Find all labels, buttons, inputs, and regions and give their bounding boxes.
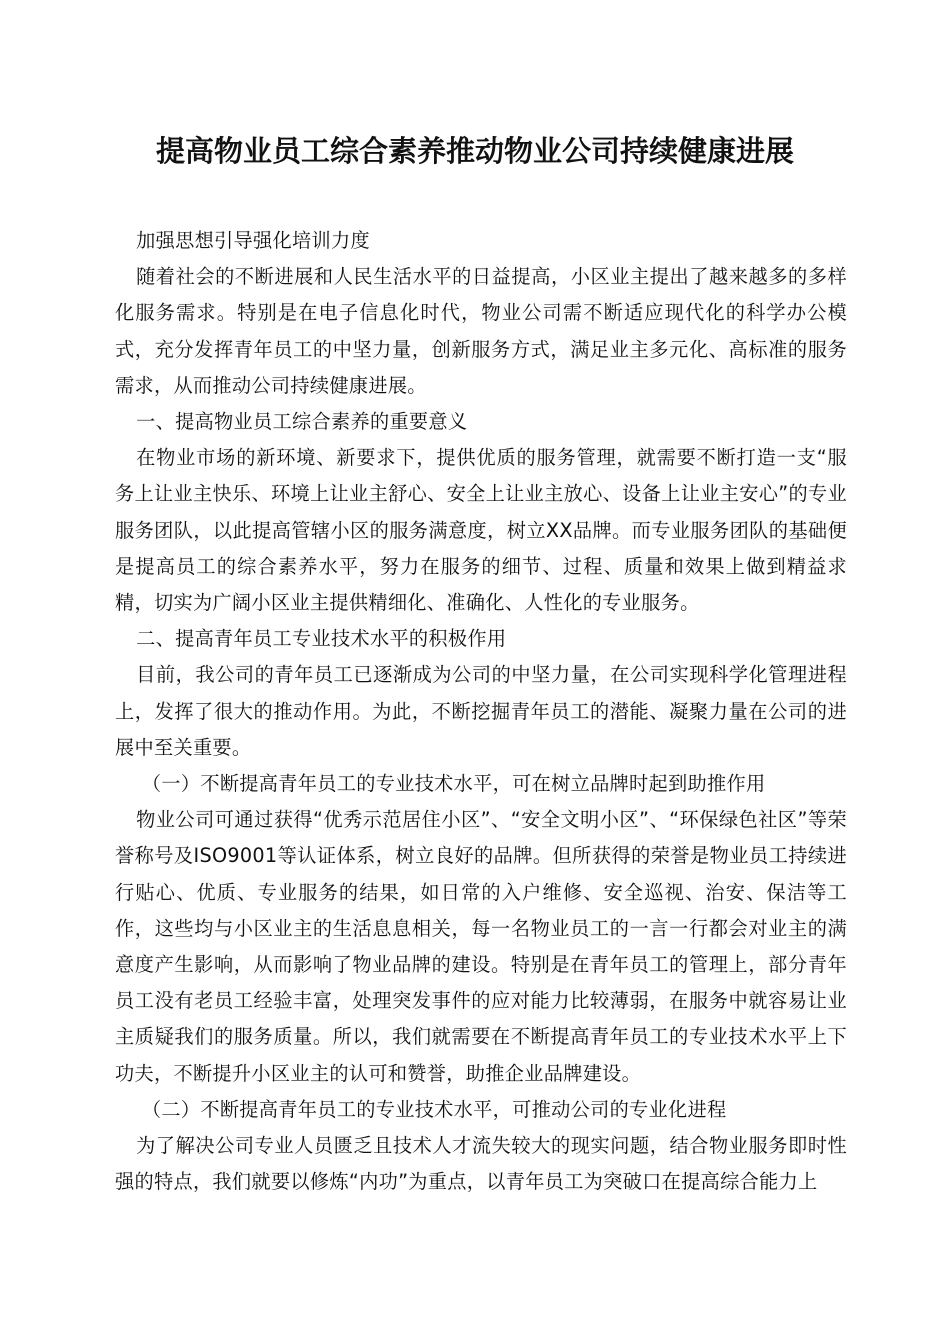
body-paragraph: 物业公司可通过获得“优秀示范居住小区”、“安全文明小区”、“环保绿色社区”等荣誉称号及ISO9001等认证体系，树立良好的品牌。但所获得的荣誉是物业员工持续进行贴心、优质、专业服务的结果，如日常的入户维修、安全巡视、治安、保洁等工作，这些均与小区业主的生活息息相关，每一名物业员工的一言一行都会对业主的满意度产生影响，从而影响了物业品牌的建设。特别是在青年员工的管理上，部分青年员工没有老员工经验丰富，处理突发事件的应对能力比较薄弱，在服务中就容易让业主质疑我们的服务质量。所以，我们就需要在不断提高青年员工的专业技术水平上下功夫，不断提升小区业主的认可和赞誉，助推企业品牌建设。 xyxy=(115,808,847,1085)
subsection-heading: （一）不断提高青年员工的专业技术水平，可在树立品牌时起到助推作用 xyxy=(141,772,766,796)
body-paragraph: 在物业市场的新环境、新要求下，提供优质的服务管理，就需要不断打造一支“服务上让业主快乐、环境上让业主舒心、安全上让业主放心、设备上让业主安心”的专业服务团队，以此提高管辖小区的服务满意度，树立XX品牌。而专业服务团队的基础便是提高员工的综合素养水平，努力在服务的细节、过程、质量和效果上做到精益求精，切实为广阔小区业主提供精细化、准确化、人性化的专业服务。 xyxy=(115,446,847,615)
section-heading: 一、提高物业员工综合素养的重要意义 xyxy=(136,410,468,434)
section-heading: 二、提高青年员工专业技术水平的积极作用 xyxy=(136,627,507,651)
section-heading: 加强思想引导强化培训力度 xyxy=(136,229,370,252)
body-paragraph: 为了解决公司专业人员匮乏且技术人才流失较大的现实问题，结合物业服务即时性强的特点，我们就要以修炼“内功”为重点，以青年员工为突破口在提高综合能力上 xyxy=(115,1134,847,1194)
body-paragraph: 随着社会的不断进展和人民生活水平的日益提高，小区业主提出了越来越多的多样化服务需求。特别是在电子信息化时代，物业公司需不断适应现代化的科学办公模式，充分发挥青年员工的中坚力量，创新服务方式，满足业主多元化、高标准的服务需求，从而推动公司持续健康进展。 xyxy=(115,265,847,397)
document-title: 提高物业员工综合素养推动物业公司持续健康进展 xyxy=(155,134,794,168)
subsection-heading: （二）不断提高青年员工的专业技术水平，可推动公司的专业化进程 xyxy=(141,1097,727,1121)
body-paragraph: 目前，我公司的青年员工已逐渐成为公司的中坚力量，在公司实现科学化管理进程上，发挥了很大的推动作用。为此，不断挖掘青年员工的潜能、凝聚力量在公司的进展中至关重要。 xyxy=(115,663,847,759)
document-body xyxy=(115,223,847,1200)
